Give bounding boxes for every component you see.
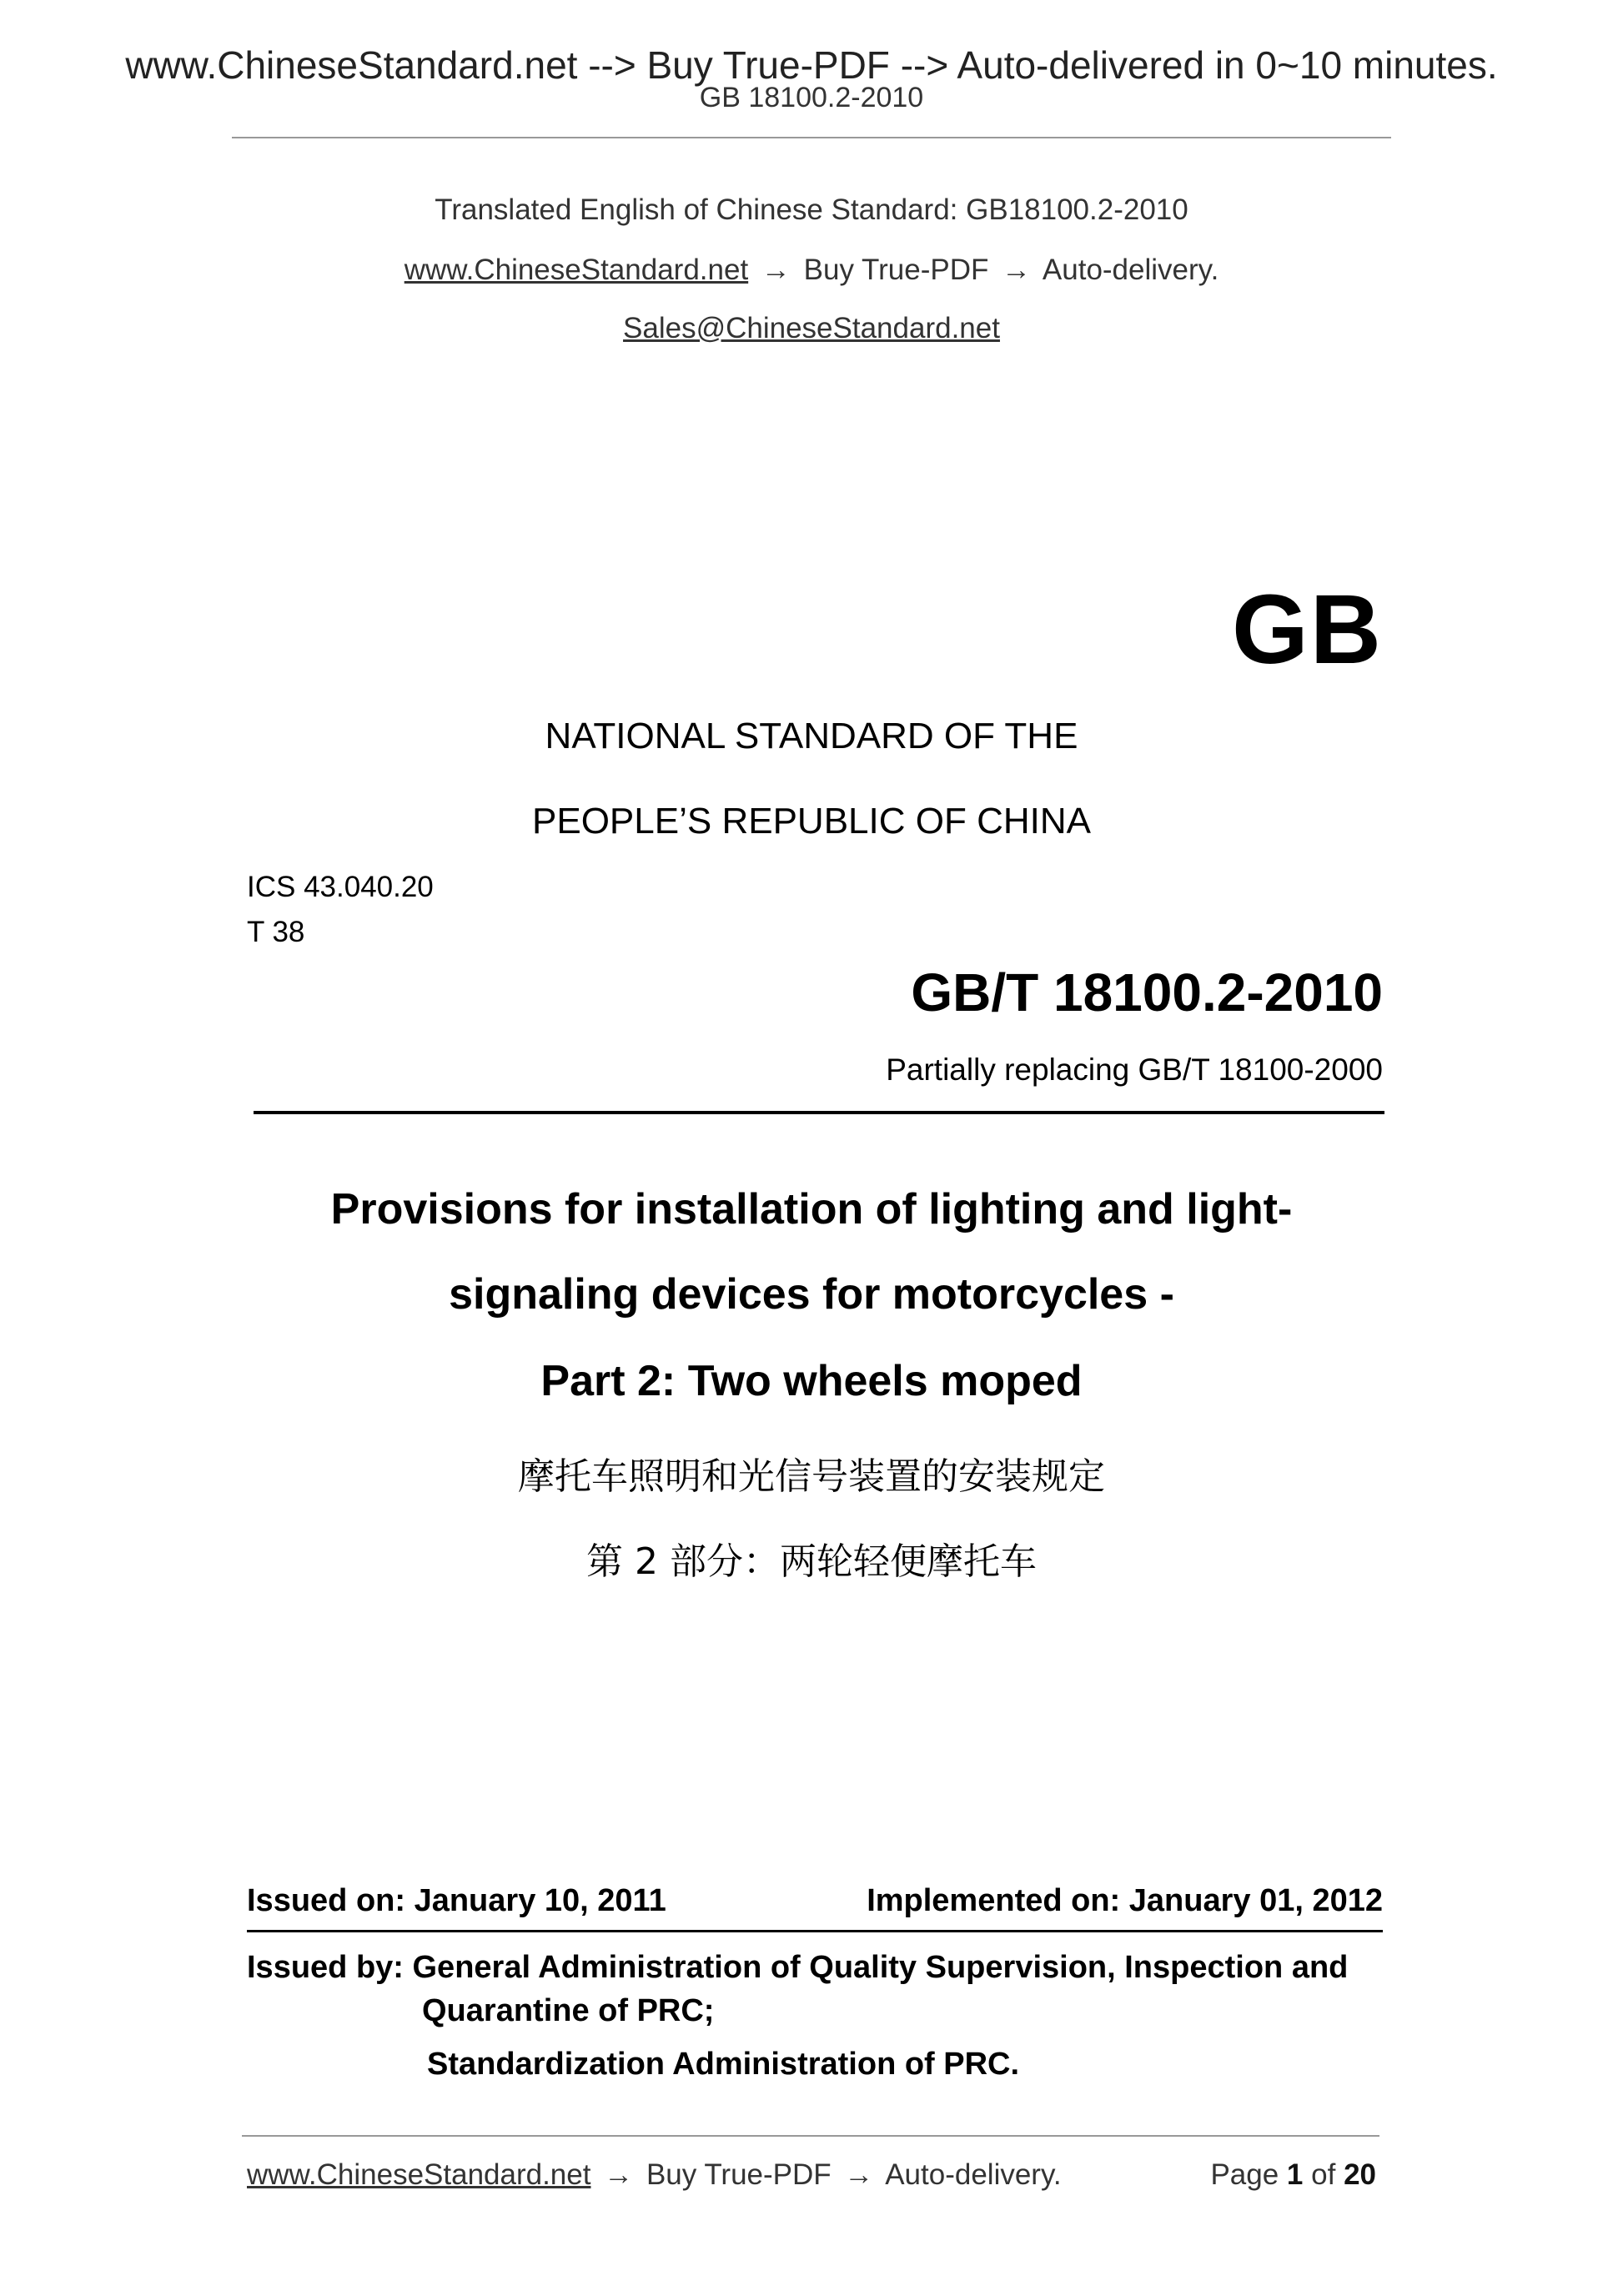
page-of: of (1311, 2158, 1336, 2191)
national-standard-line-2: PEOPLE’S REPUBLIC OF CHINA (532, 801, 1091, 842)
title-line-3: Part 2: Two wheels moped (540, 1357, 1083, 1405)
replacing-note: Partially replacing GB/T 18100-2000 (886, 1053, 1383, 1087)
chinese-title-line-2: 第 2 部分：两轮轻便摩托车 (586, 1540, 1037, 1583)
footer-buy-text: Buy True-PDF (646, 2158, 832, 2191)
buy-text: Buy True-PDF (803, 254, 989, 286)
page-indicator (1210, 2158, 1376, 2192)
chinese-title-line-1: 摩托车照明和光信号装置的安装规定 (518, 1455, 1105, 1498)
issuer-line-1: Issued by: General Administration of Quality Supervision, Inspection and (247, 1950, 1349, 1985)
page-current: 1 (1286, 2158, 1304, 2191)
sales-email-link[interactable]: Sales@ChineseStandard.net (623, 312, 1000, 344)
arrow-right-icon: → (1002, 254, 1032, 286)
arrow-right-icon: → (604, 2158, 634, 2191)
issued-on-date: Issued on: January 10, 2011 (247, 1883, 666, 1918)
footer-divider (242, 2135, 1379, 2137)
implemented-on-date: Implemented on: January 01, 2012 (867, 1883, 1383, 1918)
footer-delivery-text: Auto-delivery. (885, 2158, 1062, 2191)
delivery-text: Auto-delivery. (1042, 254, 1219, 286)
top-banner: www.ChineseStandard.net --> Buy True-PDF --> Auto-delivered in 0~10 minutes. (125, 43, 1498, 87)
site-link[interactable]: www.ChineseStandard.net (404, 254, 749, 286)
gb-logo: GB (1232, 575, 1383, 685)
standard-number: GB/T 18100.2-2010 (911, 962, 1383, 1022)
translated-notice: Translated English of Chinese Standard: GB18100.2-2010 (435, 193, 1188, 226)
purchase-line (0, 254, 1623, 287)
ics-code: ICS 43.040.20 (247, 871, 434, 903)
classification-code: T 38 (247, 916, 305, 948)
sales-email-line (0, 312, 1623, 345)
footer-purchase-line (247, 2158, 1062, 2192)
national-standard-line-1: NATIONAL STANDARD OF THE (545, 716, 1078, 756)
arrow-right-icon: → (761, 254, 791, 286)
title-line-1: Provisions for installation of lighting and light- (330, 1185, 1293, 1233)
arrow-right-icon: → (844, 2158, 874, 2191)
footer-site-link[interactable]: www.ChineseStandard.net (247, 2158, 591, 2191)
title-line-2: signaling devices for motorcycles - (449, 1270, 1174, 1319)
header-divider (232, 137, 1391, 138)
title-divider (254, 1111, 1384, 1114)
running-header: GB 18100.2-2010 (699, 82, 924, 113)
page-label: Page (1210, 2158, 1279, 2191)
issue-divider (247, 1930, 1383, 1932)
page-total: 20 (1344, 2158, 1376, 2191)
issuer-line-3: Standardization Administration of PRC. (427, 2047, 1020, 2082)
issuer-line-2: Quarantine of PRC; (422, 1993, 715, 2028)
